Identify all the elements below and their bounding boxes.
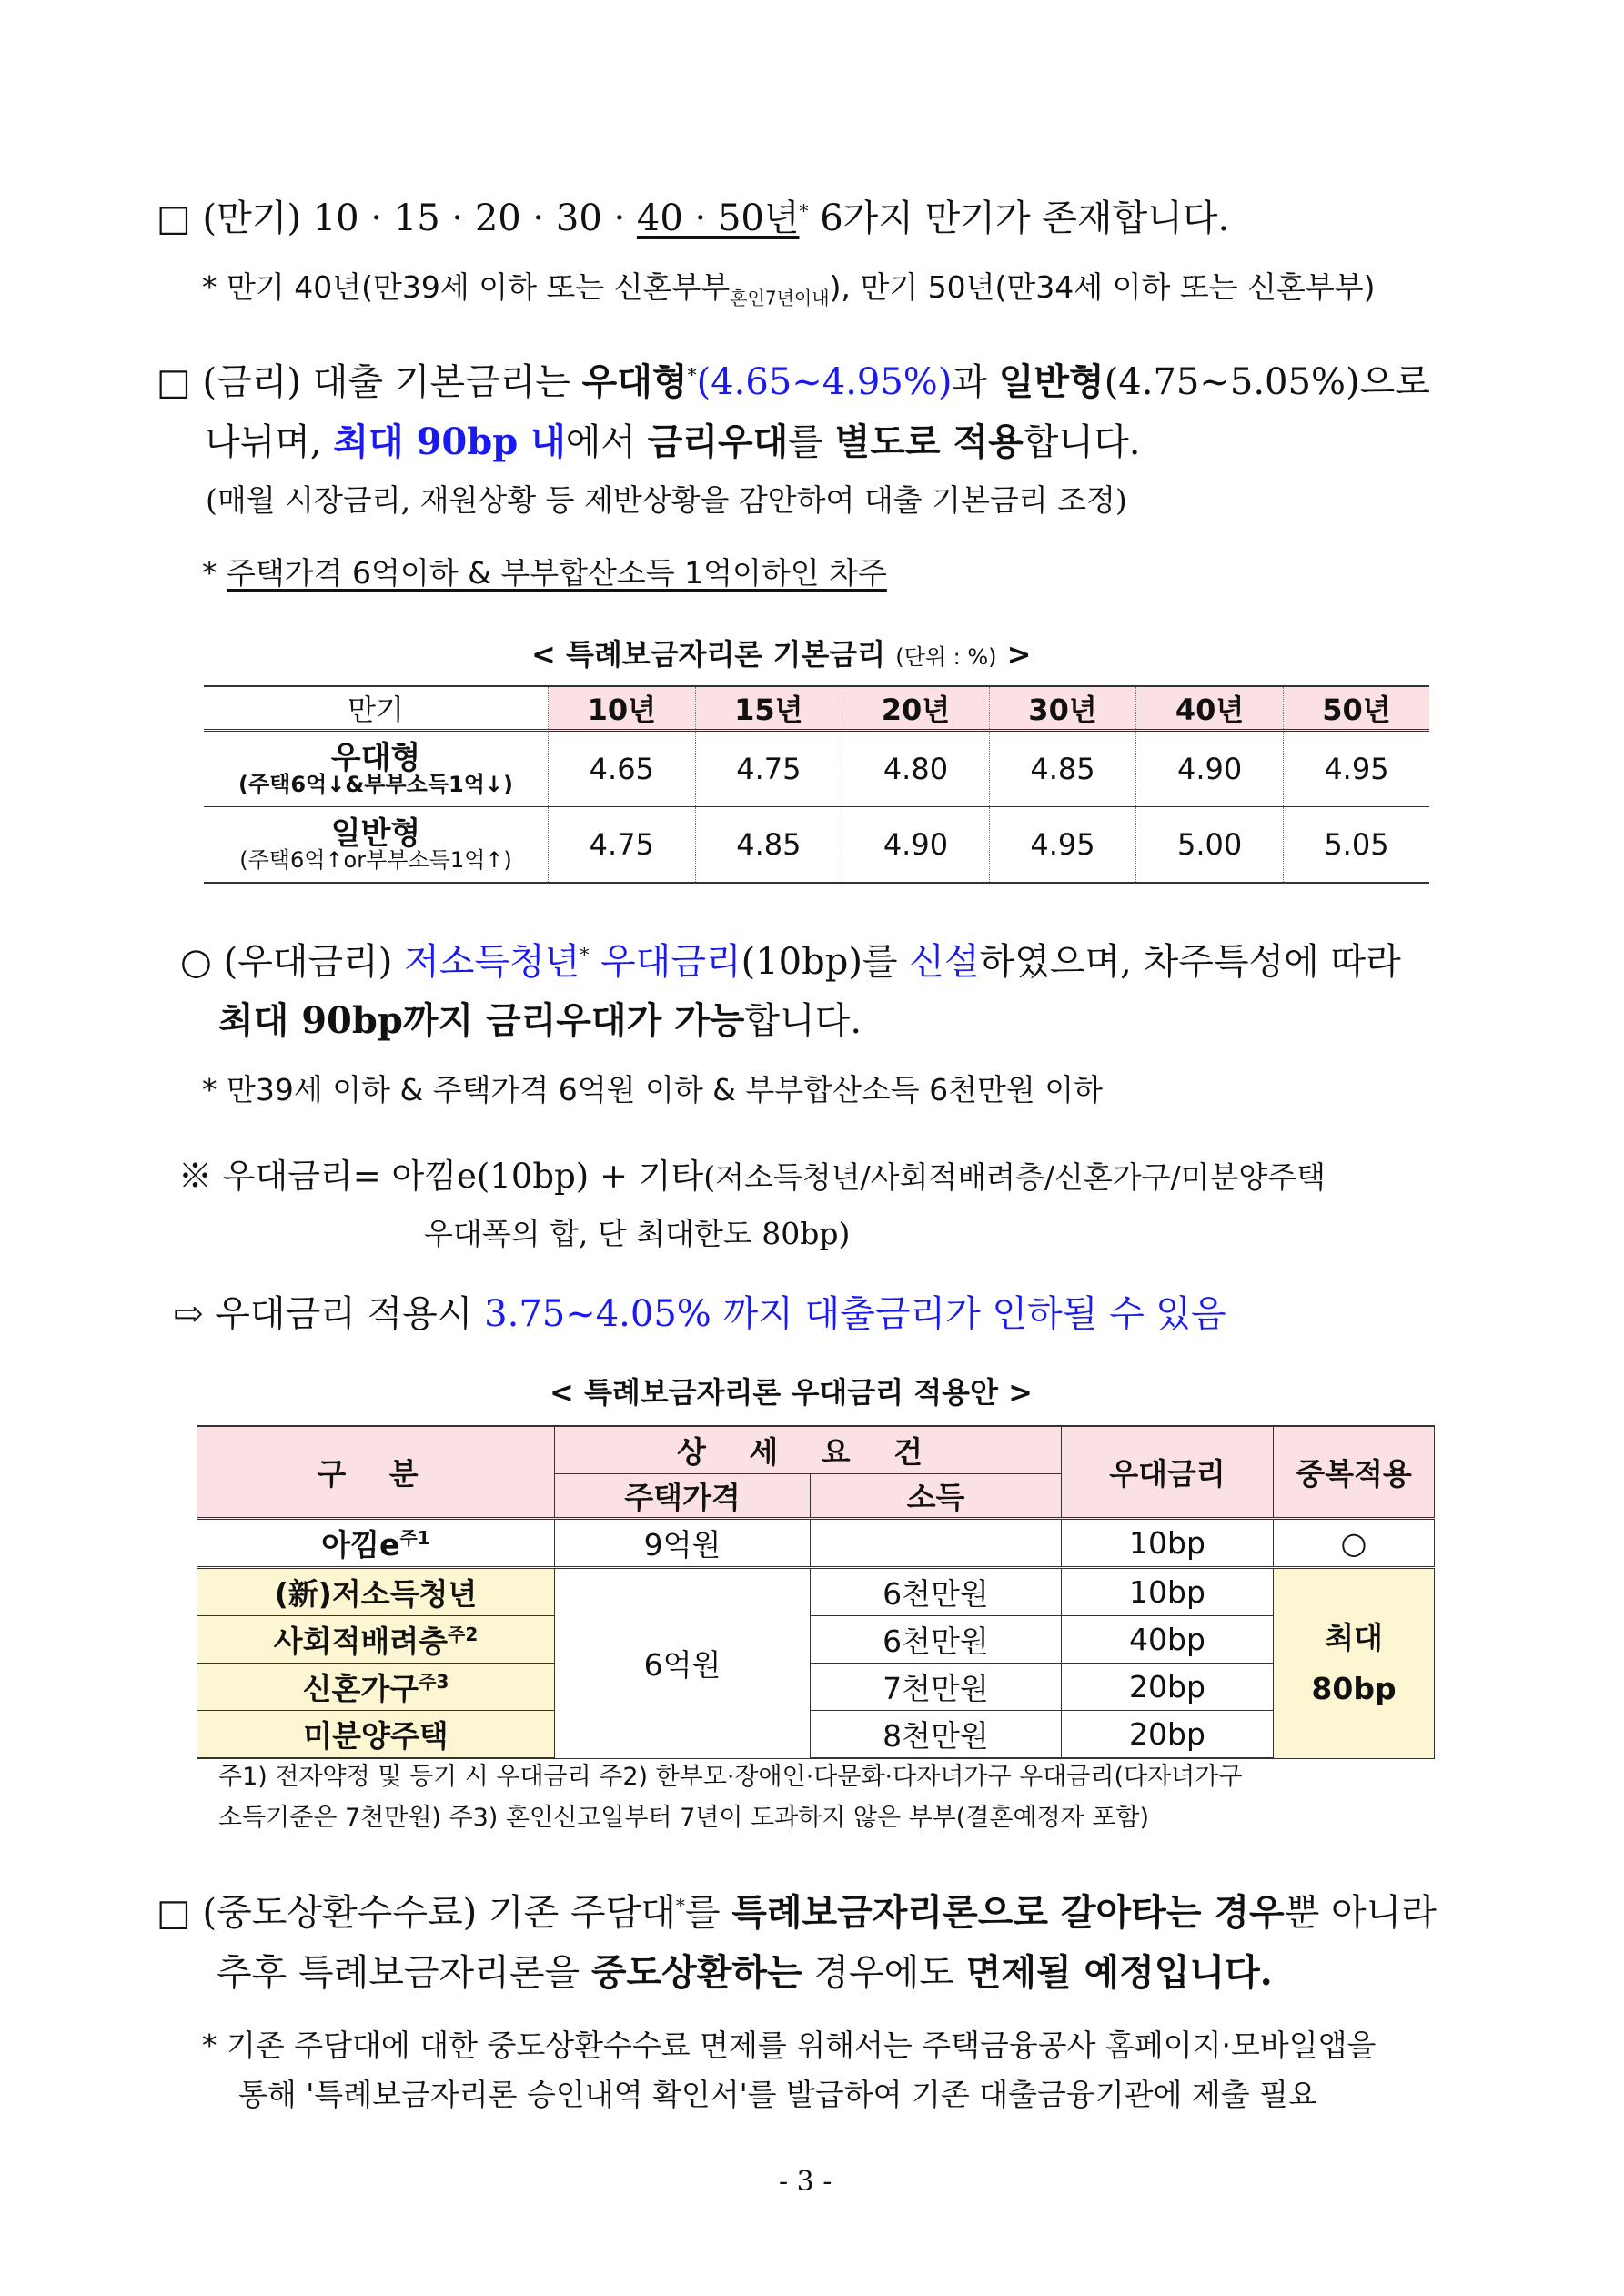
new-establish: 신설 [909, 941, 980, 983]
text: 합니다. [1023, 421, 1141, 463]
row-desc: (주택6억↑or부부소득1억↑) [239, 847, 512, 873]
rate-adjust-note: (매월 시장금리, 재원상황 등 제반상황을 감안하여 대출 기본금리 조정) [206, 482, 1127, 518]
unit-text: (단위 : %) [895, 644, 997, 670]
header-cell: 우대금리 [1062, 1426, 1274, 1519]
text: 를 [684, 1892, 732, 1934]
row-label [197, 1519, 555, 1568]
table-cell: 5.00 [1136, 807, 1284, 884]
text: 뿐 아니라 [1284, 1892, 1437, 1934]
table-cell: 5.05 [1283, 807, 1429, 884]
table-row [197, 1568, 1435, 1616]
result-line [173, 1285, 1226, 1337]
section-maturity [156, 189, 1229, 241]
text: (10bp)를 [741, 941, 910, 983]
table-cell: 4.90 [1136, 731, 1284, 807]
text-bold: 면제될 예정입니다. [965, 1951, 1273, 1994]
table-cell: 4.90 [842, 807, 990, 884]
formula-detail: (저소득청년/사회적배려층/신혼가구/미분양주택 [703, 1159, 1326, 1195]
header-cell: 10년 [549, 686, 696, 731]
base-rate-table [204, 685, 1429, 884]
preferential-rate-table [197, 1425, 1435, 1759]
table-cell: 4.65 [549, 731, 696, 807]
table-cell: 4.95 [1283, 731, 1429, 807]
table1-title [531, 632, 1031, 673]
section-preferential-line1 [180, 933, 1401, 985]
formula-line1 [178, 1148, 1326, 1198]
table-cell: 6천만원 [811, 1616, 1062, 1664]
header-cell: 주택가격 [555, 1474, 811, 1519]
row-name: 아낌e [321, 1527, 400, 1563]
table-cell [811, 1519, 1062, 1568]
table-cell: 4.85 [695, 807, 842, 884]
text-bold: 특례보금자리론으로 갈아타는 경우 [731, 1891, 1285, 1934]
footnote-star: * [687, 363, 697, 386]
text-bold: 금리우대 [647, 420, 789, 463]
table-cell: 4.75 [549, 807, 696, 884]
header-cell: 50년 [1283, 686, 1429, 731]
max-discount: 최대 90bp 내 [333, 420, 566, 463]
page-number: - 3 - [779, 2166, 832, 2198]
row-desc: (주택6억↓&부부소득1억↓) [238, 772, 513, 797]
table-cell: 4.75 [695, 731, 842, 807]
footnote-star: * [799, 199, 809, 222]
row-name: (新)저소득청년 [274, 1576, 478, 1612]
checkbox-symbol: □ [156, 361, 191, 403]
text: 경우에도 [802, 1952, 966, 1994]
text-bold: 최대 90bp까지 금리우대가 가능 [218, 999, 745, 1042]
text: 과 [952, 361, 999, 403]
title-end: > [1006, 637, 1032, 672]
result-rate: 3.75~4.05% 까지 대출금리가 인하될 수 있음 [484, 1293, 1226, 1335]
header-cell: 15년 [695, 686, 842, 731]
text: 기존 주담대 [477, 1892, 676, 1934]
checkbox-symbol: □ [156, 197, 191, 239]
table-cell: 9억원 [555, 1519, 811, 1568]
row-label [204, 731, 549, 807]
general-type: 일반형 [998, 360, 1105, 403]
row-name: 미분양주택 [303, 1718, 449, 1754]
row-name: 사회적배려층 [273, 1623, 449, 1659]
row-label [197, 1664, 555, 1711]
table2-title: < 특례보금자리론 우대금리 적용안 > [550, 1375, 1033, 1410]
maturity-note [202, 264, 1376, 310]
text: 추후 특례보금자리론을 [217, 1952, 591, 1994]
max-value: 80bp [1311, 1670, 1397, 1706]
table-row [197, 1616, 1435, 1664]
table-row [197, 1711, 1435, 1759]
title-text: < 특례보금자리론 기본금리 [531, 637, 886, 672]
preferential-rate: 우대금리 [600, 941, 741, 983]
section-label: (만기) [202, 197, 302, 239]
row-name: 신혼가구 [302, 1671, 419, 1706]
table-header-row [197, 1426, 1435, 1474]
row-label [204, 807, 549, 884]
low-income-youth: 저소득청년 [404, 941, 580, 983]
section-prepayment-line2 [217, 1944, 1273, 1996]
table-row [204, 807, 1429, 884]
preferred-type: 우대형 [581, 360, 688, 403]
row-label [197, 1616, 555, 1664]
text: 으로 [1359, 361, 1430, 403]
note-subscript: 혼인7년이내 [730, 287, 830, 309]
header-cell: 20년 [842, 686, 990, 731]
header-cell: 만기 [204, 686, 549, 731]
footnote-star: * [580, 943, 590, 966]
section-label: (중도상환수수료) [202, 1892, 478, 1934]
footnote-star: * [675, 1894, 685, 1917]
table2-footnote-1: 주1) 전자약정 및 등기 시 우대금리 주2) 한부모·장애인·다문화·다자녀가구 우대금리(다자녀가구 [218, 1763, 1243, 1791]
text: 나뉘며, [205, 421, 334, 463]
note-text-2: ), 만기 50년(만34세 이하 또는 신혼부부) [829, 269, 1376, 305]
table-cell: 20bp [1062, 1664, 1274, 1711]
row-name: 우대형 [330, 740, 421, 776]
text: 우대금리 적용시 [215, 1293, 485, 1335]
table-cell: 6천만원 [811, 1568, 1062, 1616]
table-cell: 10bp [1062, 1568, 1274, 1616]
max-label: 최대 [1325, 1619, 1383, 1655]
text: 합니다. [744, 1000, 862, 1042]
terms-text: 10 · 15 · 20 · 30 · [312, 197, 637, 239]
section-label: (금리) [202, 361, 302, 403]
header-cell: 구 분 [197, 1426, 555, 1519]
table-cell: 20bp [1062, 1711, 1274, 1759]
table-cell: 4.95 [989, 807, 1136, 884]
formula-text: 우대금리= 아낌e(10bp) + 기타 [222, 1157, 704, 1196]
header-cell: 중복적용 [1274, 1426, 1435, 1519]
section-label: (우대금리) [223, 941, 393, 983]
prepayment-footnote-1: * 기존 주담대에 대한 중도상환수수료 면제를 위해서는 주택금융공사 홈페이지·모바일앱을 [202, 2028, 1377, 2063]
note-star: * [202, 555, 227, 591]
section-rate-line1 [156, 353, 1430, 405]
prepayment-footnote-2: 통해 '특례보금자리론 승인내역 확인서'를 발급하여 기존 대출금융기관에 제출 필요 [238, 2077, 1317, 2112]
preferential-footnote: * 만39세 이하 & 주택가격 6억원 이하 & 부부합산소득 6천만원 이하 [202, 1072, 1104, 1108]
text: 대출 기본금리는 [301, 361, 582, 403]
text: 에서 [565, 421, 648, 463]
table-cell: 4.80 [842, 731, 990, 807]
header-cell: 상 세 요 건 [555, 1426, 1062, 1474]
table2-footnote-2: 소득기준은 7천만원) 주3) 혼인신고일부터 7년이 도과하지 않은 부부(결혼예정자 포함) [218, 1804, 1150, 1832]
terms-rest: 6가지 만기가 존재합니다. [808, 197, 1230, 239]
table-cell: 10bp [1062, 1519, 1274, 1568]
section-prepayment-line1 [156, 1884, 1437, 1936]
footnote-ref: 주1 [399, 1527, 430, 1549]
footnote-ref: 주3 [419, 1671, 449, 1693]
table-row [204, 731, 1429, 807]
section-rate-line2 [205, 413, 1140, 465]
table-row [197, 1519, 1435, 1568]
table-cell: 7천만원 [811, 1664, 1062, 1711]
table-cell: 6억원 [555, 1568, 811, 1759]
footnote-ref: 주2 [448, 1623, 479, 1645]
table-cell: ○ [1274, 1519, 1435, 1568]
reference-mark: ※ [178, 1157, 212, 1196]
table-cell: 40bp [1062, 1616, 1274, 1664]
row-label [197, 1568, 555, 1616]
note-text: * 만기 40년(만39세 이하 또는 신혼부부 [202, 269, 731, 305]
table-row [197, 1664, 1435, 1711]
table-cell [1274, 1568, 1435, 1759]
terms-underlined: 40 · 50년 [636, 197, 800, 239]
text: 를 [788, 421, 835, 463]
note-text: 주택가격 6억이하 & 부부합산소득 1억이하인 차주 [227, 555, 887, 591]
text: 하였으며, 차주특성에 따라 [979, 941, 1401, 983]
text-bold: 별도로 적용 [834, 420, 1024, 463]
formula-line2: 우대폭의 합, 단 최대한도 80bp) [424, 1216, 851, 1251]
row-name: 일반형 [330, 815, 421, 852]
row-label [197, 1711, 555, 1759]
text-bold: 중도상환하는 [590, 1951, 802, 1994]
section-preferential-line2 [218, 992, 862, 1044]
header-cell: 40년 [1136, 686, 1284, 731]
header-cell: 소득 [811, 1474, 1062, 1519]
header-cell: 30년 [989, 686, 1136, 731]
general-rate: (4.75~5.05%) [1104, 361, 1360, 403]
table-cell: 8천만원 [811, 1711, 1062, 1759]
table-header-row [204, 686, 1429, 731]
table-cell: 4.85 [989, 731, 1136, 807]
rate-footnote [202, 550, 887, 592]
preferred-rate: (4.65~4.95%) [696, 361, 953, 403]
checkbox-symbol: □ [156, 1892, 191, 1934]
arrow-icon: ⇨ [173, 1293, 204, 1335]
bullet-symbol: ○ [180, 941, 212, 983]
